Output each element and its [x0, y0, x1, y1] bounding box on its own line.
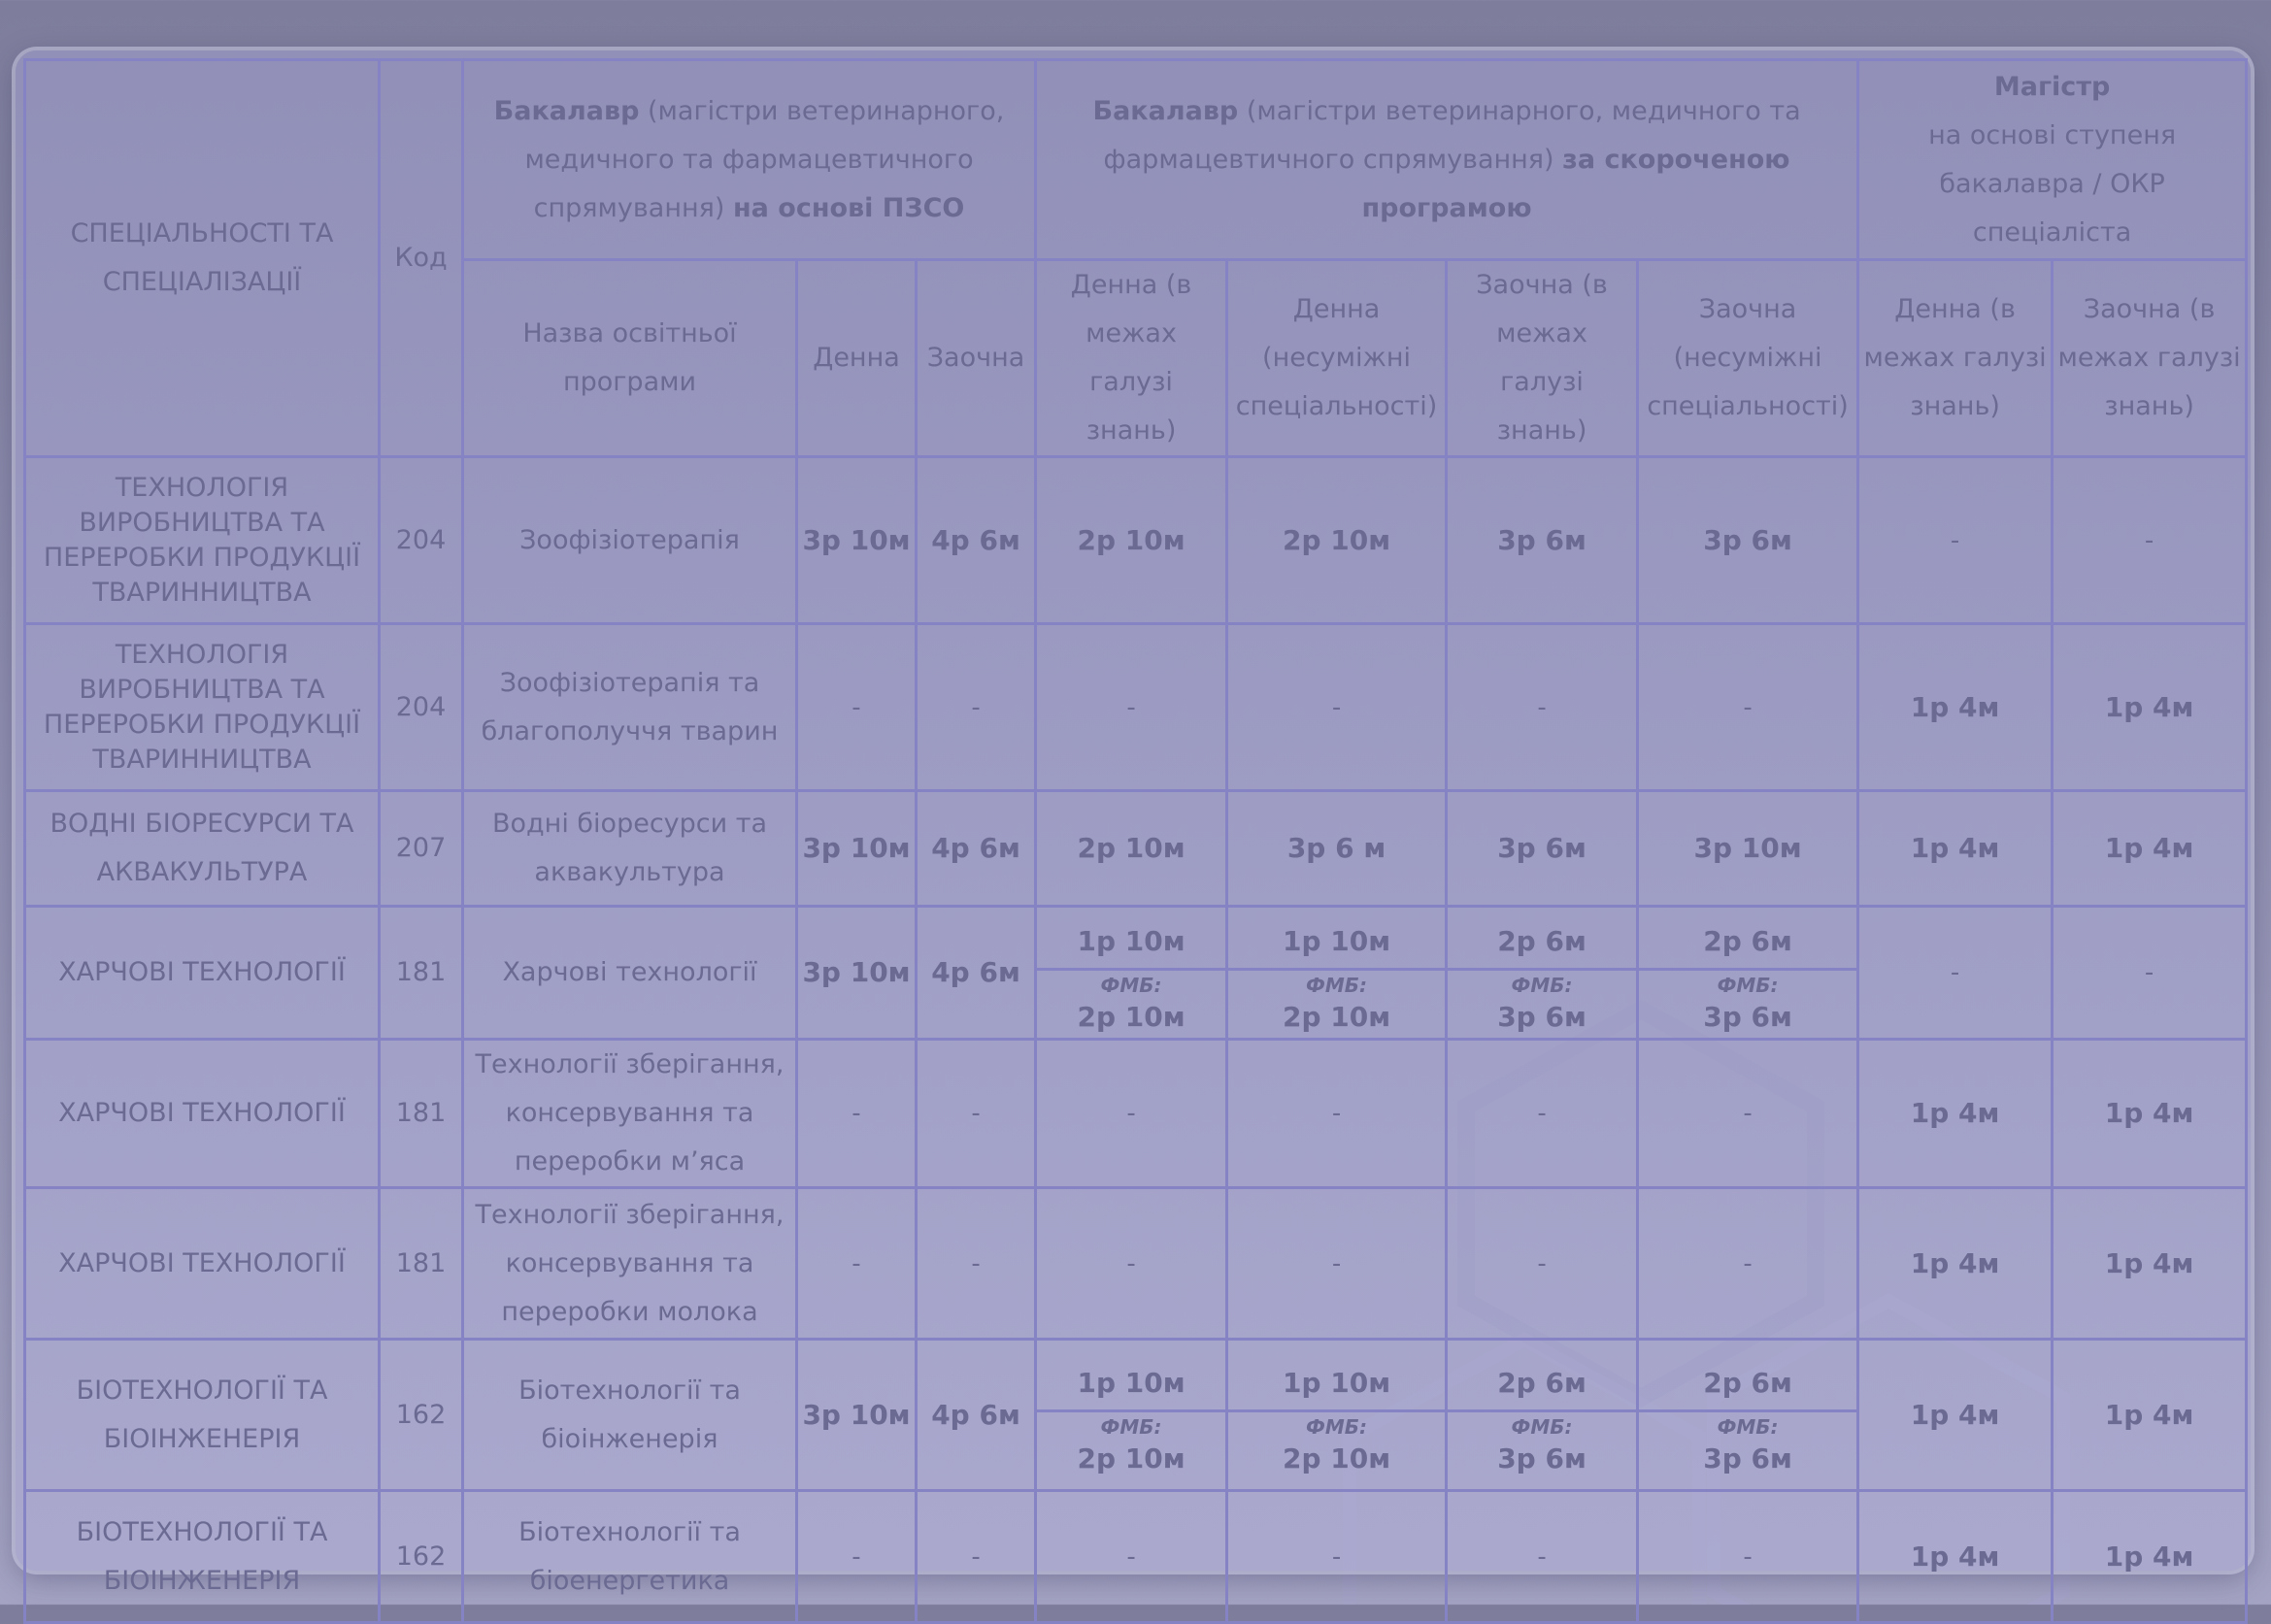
fmb-value: 3р 6м — [1703, 1000, 1792, 1033]
row-specialty: ХАРЧОВІ ТЕХНОЛОГІЇ — [25, 1188, 380, 1340]
row-short-zaochna-in: - — [1447, 1491, 1638, 1623]
header-bachelor-pzso: Бакалавр (магістри ветеринарного, медичного та фармацевтичного спрямування) на основі ПЗСО — [463, 60, 1036, 260]
row-short-zaochna-ns — [1638, 907, 1858, 1040]
row-zaochna: - — [917, 1491, 1036, 1623]
row-specialty: ТЕХНОЛОГІЯ ВИРОБНИЦТВА ТА ПЕРЕРОБКИ ПРОДУКЦІЇ ТВАРИННИЦТВА — [25, 457, 380, 624]
table-row — [25, 907, 2247, 1040]
header-master-denna: Денна (в межах галузі знань) — [1858, 260, 2053, 457]
row-denna: 3р 10м — [797, 907, 917, 1040]
row-short-denna-ns: - — [1227, 1188, 1447, 1340]
row-code: 204 — [380, 624, 463, 791]
header-program-name: Назва освітньої програми — [463, 260, 797, 457]
row-short-zaochna-ns: 3р 10м — [1638, 791, 1858, 907]
row-program: Технології зберігання, консервування та переробки м’яса — [463, 1040, 797, 1188]
header-short-denna-in-field: Денна (в межах галузі знань) — [1036, 260, 1227, 457]
row-master-denna: 1р 4м — [1858, 1491, 2053, 1623]
row-short-zaochna-in: - — [1447, 624, 1638, 791]
fmb-value: 2р 10м — [1077, 1442, 1186, 1475]
row-master-zaochna: 1р 4м — [2053, 1188, 2247, 1340]
duration-standard: 1р 10м — [1228, 1351, 1445, 1412]
row-short-denna-ns: - — [1227, 624, 1447, 791]
duration-standard: 1р 10м — [1228, 910, 1445, 971]
row-program: Технології зберігання, консервування та переробки молока — [463, 1188, 797, 1340]
row-zaochna: 4р 6м — [917, 791, 1036, 907]
row-program: Харчові технології — [463, 907, 797, 1040]
row-short-denna-ns: - — [1227, 1491, 1447, 1623]
fmb-value: 3р 6м — [1497, 1442, 1586, 1475]
row-short-zaochna-ns: - — [1638, 1188, 1858, 1340]
fmb-value: 2р 10м — [1077, 1000, 1186, 1033]
header-code: Код — [380, 60, 463, 457]
row-denna: - — [797, 1188, 917, 1340]
row-short-denna-ns: 2р 10м — [1227, 457, 1447, 624]
row-master-zaochna: 1р 4м — [2053, 1491, 2247, 1623]
duration-fmb — [1037, 1412, 1225, 1478]
fmb-label: ФМБ: — [1511, 973, 1573, 997]
duration-standard: 2р 6м — [1448, 1351, 1636, 1412]
study-duration-table — [23, 58, 2248, 1624]
row-program: Зоофізіотерапія — [463, 457, 797, 624]
row-program: Зоофізіотерапія та благополуччя тварин — [463, 624, 797, 791]
row-code: 181 — [380, 1040, 463, 1188]
row-master-denna: 1р 4м — [1858, 1040, 2053, 1188]
row-master-denna: - — [1858, 457, 2053, 624]
fmb-label: ФМБ: — [1100, 973, 1162, 997]
row-zaochna: - — [917, 1188, 1036, 1340]
row-short-denna-ns: 3р 6 м — [1227, 791, 1447, 907]
row-short-zaochna-in: 3р 6м — [1447, 791, 1638, 907]
header-short-denna-nonadjacent: Денна (несуміжні спеціальності) — [1227, 260, 1447, 457]
row-short-denna-in — [1036, 1340, 1227, 1491]
table-row — [25, 457, 2247, 624]
row-short-denna-in — [1036, 907, 1227, 1040]
fmb-value: 3р 6м — [1703, 1442, 1792, 1475]
duration-standard: 1р 10м — [1037, 1351, 1225, 1412]
header-master: Магістр на основі ступеня бакалавра / ОКР спеціаліста — [1858, 60, 2247, 260]
row-code: 204 — [380, 457, 463, 624]
row-specialty: ТЕХНОЛОГІЯ ВИРОБНИЦТВА ТА ПЕРЕРОБКИ ПРОДУКЦІЇ ТВАРИННИЦТВА — [25, 624, 380, 791]
duration-fmb — [1037, 971, 1225, 1037]
row-specialty: ВОДНІ БІОРЕСУРСИ ТА АКВАКУЛЬТУРА — [25, 791, 380, 907]
header-master-zaochna: Заочна (в межах галузі знань) — [2053, 260, 2247, 457]
table-card — [16, 50, 2251, 1596]
duration-standard: 2р 6м — [1639, 1351, 1856, 1412]
row-short-zaochna-ns: 3р 6м — [1638, 457, 1858, 624]
row-short-denna-ns: - — [1227, 1040, 1447, 1188]
fmb-label: ФМБ: — [1306, 1415, 1368, 1439]
row-master-zaochna: 1р 4м — [2053, 624, 2247, 791]
fmb-label: ФМБ: — [1717, 1415, 1779, 1439]
table-row — [25, 1491, 2247, 1623]
table-row — [25, 624, 2247, 791]
fmb-label: ФМБ: — [1100, 1415, 1162, 1439]
row-short-zaochna-ns: - — [1638, 1040, 1858, 1188]
row-short-denna-in: 2р 10м — [1036, 457, 1227, 624]
row-master-zaochna: 1р 4м — [2053, 791, 2247, 907]
row-master-zaochna: - — [2053, 457, 2247, 624]
duration-fmb — [1228, 1412, 1445, 1478]
header-spec: СПЕЦІАЛЬНОСТІ ТА СПЕЦІАЛІЗАЦІЇ — [25, 60, 380, 457]
row-short-denna-in: - — [1036, 1491, 1227, 1623]
duration-standard: 1р 10м — [1037, 910, 1225, 971]
row-short-denna-in: - — [1036, 1188, 1227, 1340]
row-denna: - — [797, 1491, 917, 1623]
fmb-value: 2р 10м — [1282, 1442, 1391, 1475]
row-code: 181 — [380, 907, 463, 1040]
fmb-label: ФМБ: — [1511, 1415, 1573, 1439]
row-program: Біотехнології та біоінженерія — [463, 1340, 797, 1491]
row-short-zaochna-in: - — [1447, 1188, 1638, 1340]
row-denna: - — [797, 1040, 917, 1188]
row-master-zaochna: 1р 4м — [2053, 1340, 2247, 1491]
duration-standard: 2р 6м — [1639, 910, 1856, 971]
row-zaochna: - — [917, 624, 1036, 791]
row-specialty: ХАРЧОВІ ТЕХНОЛОГІЇ — [25, 1040, 380, 1188]
row-short-denna-ns — [1227, 907, 1447, 1040]
table-row — [25, 1040, 2247, 1188]
row-short-zaochna-in — [1447, 907, 1638, 1040]
row-master-denna: 1р 4м — [1858, 1188, 2053, 1340]
row-code: 162 — [380, 1491, 463, 1623]
row-short-zaochna-ns: - — [1638, 624, 1858, 791]
row-master-denna: 1р 4м — [1858, 1340, 2053, 1491]
row-code: 162 — [380, 1340, 463, 1491]
row-master-denna: 1р 4м — [1858, 791, 2053, 907]
fmb-label: ФМБ: — [1306, 973, 1368, 997]
table-row — [25, 791, 2247, 907]
row-zaochna: 4р 6м — [917, 907, 1036, 1040]
row-master-zaochna: - — [2053, 907, 2247, 1040]
row-denna: 3р 10м — [797, 457, 917, 624]
header-bachelor-shortened: Бакалавр (магістри ветеринарного, медичного та фармацевтичного спрямування) за скороченою програмою — [1036, 60, 1858, 260]
row-short-denna-in: - — [1036, 624, 1227, 791]
table-row — [25, 1188, 2247, 1340]
row-specialty: ХАРЧОВІ ТЕХНОЛОГІЇ — [25, 907, 380, 1040]
duration-fmb — [1448, 971, 1636, 1037]
row-short-zaochna-in: - — [1447, 1040, 1638, 1188]
row-short-zaochna-ns — [1638, 1340, 1858, 1491]
duration-fmb — [1639, 1412, 1856, 1478]
row-master-denna: - — [1858, 907, 2053, 1040]
row-master-zaochna: 1р 4м — [2053, 1040, 2247, 1188]
row-program: Біотехнології та біоенергетика — [463, 1491, 797, 1623]
row-code: 181 — [380, 1188, 463, 1340]
row-denna: - — [797, 624, 917, 791]
row-zaochna: 4р 6м — [917, 457, 1036, 624]
duration-standard: 2р 6м — [1448, 910, 1636, 971]
row-code: 207 — [380, 791, 463, 907]
header-row-top — [25, 60, 2247, 260]
row-master-denna: 1р 4м — [1858, 624, 2053, 791]
duration-fmb — [1448, 1412, 1636, 1478]
duration-fmb — [1639, 971, 1856, 1037]
header-short-zaochna-nonadjacent: Заочна (несуміжні спеціальності) — [1638, 260, 1858, 457]
row-short-zaochna-in: 3р 6м — [1447, 457, 1638, 624]
row-short-denna-in: - — [1036, 1040, 1227, 1188]
row-denna: 3р 10м — [797, 1340, 917, 1491]
row-short-zaochna-ns: - — [1638, 1491, 1858, 1623]
fmb-value: 3р 6м — [1497, 1000, 1586, 1033]
duration-fmb — [1228, 971, 1445, 1037]
row-zaochna: - — [917, 1040, 1036, 1188]
fmb-value: 2р 10м — [1282, 1000, 1391, 1033]
row-specialty: БІОТЕХНОЛОГІЇ ТА БІОІНЖЕНЕРІЯ — [25, 1491, 380, 1623]
row-short-denna-ns — [1227, 1340, 1447, 1491]
row-specialty: БІОТЕХНОЛОГІЇ ТА БІОІНЖЕНЕРІЯ — [25, 1340, 380, 1491]
row-zaochna: 4р 6м — [917, 1340, 1036, 1491]
header-denna: Денна — [797, 260, 917, 457]
header-zaochna: Заочна — [917, 260, 1036, 457]
row-short-zaochna-in — [1447, 1340, 1638, 1491]
fmb-label: ФМБ: — [1717, 973, 1779, 997]
row-denna: 3р 10м — [797, 791, 917, 907]
table-row — [25, 1340, 2247, 1491]
row-short-denna-in: 2р 10м — [1036, 791, 1227, 907]
header-short-zaochna-in-field: Заочна (в межах галузі знань) — [1447, 260, 1638, 457]
row-program: Водні біоресурси та аквакультура — [463, 791, 797, 907]
